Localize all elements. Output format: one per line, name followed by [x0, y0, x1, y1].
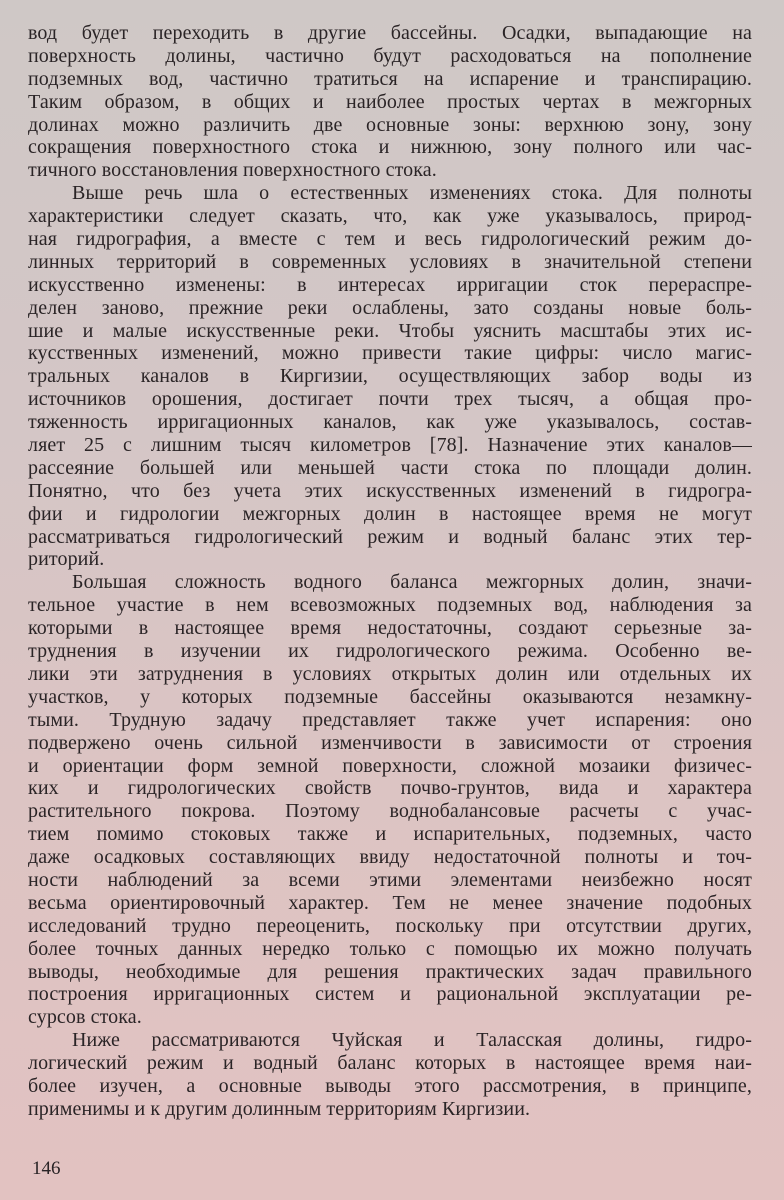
- text-line: тичного восстановления поверхностного стока.: [28, 159, 437, 182]
- paragraph: [28, 22, 752, 182]
- text-line: поверхность долины, частично будут расходоваться на пополнение: [28, 44, 752, 67]
- text-line: и ориентации форм земной поверхности, сложной мозаики физичес-: [28, 754, 752, 777]
- text-line: рассеяние большей или меньшей части стока по площади долин.: [28, 456, 752, 479]
- text-line: построения ирригационных систем и рациональной эксплуатации ре-: [28, 983, 752, 1006]
- text-line: линных территорий в современных условиях в значительной степени: [28, 250, 752, 273]
- text-line: применимы и к другим долинным территориям Киргизии.: [28, 1097, 531, 1120]
- text-line: подвержено очень сильной изменчивости в зависимости от строения: [28, 731, 752, 754]
- text-line: шие и малые искусственные реки. Чтобы уяснить масштабы этих ис-: [28, 319, 752, 342]
- text-line: вод будет переходить в другие бассейны. Осадки, выпадающие на: [28, 22, 752, 44]
- paragraph: [28, 571, 752, 1029]
- text-line: которыми в настоящее время недостаточны, создают серьезные за-: [28, 617, 752, 640]
- text-line: более изучен, а основные выводы этого рассмотрения, в принципе,: [28, 1074, 752, 1097]
- text-line: участков, у которых подземные бассейны оказываются незамкну-: [28, 685, 752, 708]
- text-line: тяженность ирригационных каналов, как уже указывалось, состав-: [28, 411, 752, 434]
- text-line: лики эти затруднения в условиях открытых долин или отдельных их: [28, 662, 752, 685]
- text-line: тием помимо стоковых также и испарительных, подземных, часто: [28, 823, 752, 846]
- text-line: делен заново, прежние реки ослаблены, зато созданы новые боль-: [28, 296, 752, 319]
- text-line: ности наблюдений за всеми этими элементами неизбежно носят: [28, 868, 752, 891]
- text-line: риторий.: [28, 548, 105, 571]
- text-line: характеристики следует сказать, что, как уже указывалось, природ-: [28, 205, 752, 228]
- text-line: Ниже рассматриваются Чуйская и Таласская долины, гидро-: [72, 1029, 752, 1052]
- text-line: даже осадковых составляющих ввиду недостаточной полноты и точ-: [28, 846, 752, 869]
- text-line: ких и гидрологических свойств почво-грунтов, вида и характера: [28, 777, 752, 800]
- text-line: Большая сложность водного баланса межгорных долин, значи-: [72, 571, 752, 594]
- text-line: растительного покрова. Поэтому воднобалансовые расчеты с учас-: [28, 800, 752, 823]
- text-line: сокращения поверхностного стока и нижнюю, зону полного или час-: [28, 136, 752, 159]
- paragraph: [28, 182, 752, 571]
- text-line: весьма ориентировочный характер. Тем не менее значение подобных: [28, 891, 752, 914]
- text-line: Таким образом, в общих и наиболее простых чертах в межгорных: [28, 90, 752, 113]
- text-line: искусственно изменены: в интересах ирригации сток перераспре-: [28, 273, 752, 296]
- text-line: ляет 25 с лишним тысяч километров [78]. Назначение этих каналов—: [28, 434, 752, 457]
- text-line: труднения в изучении их гидрологического режима. Особенно ве-: [28, 640, 752, 663]
- text-line: источников орошения, достигает почти трех тысяч, а общая про-: [28, 388, 752, 411]
- text-line: Понятно, что без учета этих искусственных изменений в гидрогра-: [28, 479, 752, 502]
- text-line: фии и гидрологии межгорных долин в настоящее время не могут: [28, 502, 752, 525]
- text-line: долинах можно различить две основные зоны: верхнюю зону, зону: [28, 113, 752, 136]
- text-line: тыми. Трудную задачу представляет также учет испарения: оно: [28, 708, 752, 731]
- text-line: рассматриваться гидрологический режим и водный баланс этих тер-: [28, 525, 752, 548]
- text-line: выводы, необходимые для решения практических задач правильного: [28, 960, 752, 983]
- text-column: [28, 22, 752, 1121]
- text-line: более точных данных нередко только с помощью их можно получать: [28, 937, 752, 960]
- text-line: логический режим и водный баланс которых в настоящее время наи-: [28, 1052, 752, 1075]
- text-line: кусственных изменений, можно привести такие цифры: число магис-: [28, 342, 752, 365]
- text-line: тельное участие в нем всевозможных подземных вод, наблюдения за: [28, 594, 752, 617]
- paragraph: [28, 1029, 752, 1121]
- text-line: ная гидрография, а вместе с тем и весь гидрологический режим до-: [28, 228, 752, 251]
- text-line: тральных каналов в Киргизии, осуществляющих забор воды из: [28, 365, 752, 388]
- text-line: Выше речь шла о естественных изменениях стока. Для полноты: [72, 182, 752, 205]
- text-line: подземных вод, частично тратиться на испарение и транспирацию.: [28, 67, 752, 90]
- text-line: сурсов стока.: [28, 1006, 142, 1029]
- page-number: 146: [32, 1158, 61, 1179]
- text-line: исследований трудно переоценить, поскольку при отсутствии других,: [28, 914, 752, 937]
